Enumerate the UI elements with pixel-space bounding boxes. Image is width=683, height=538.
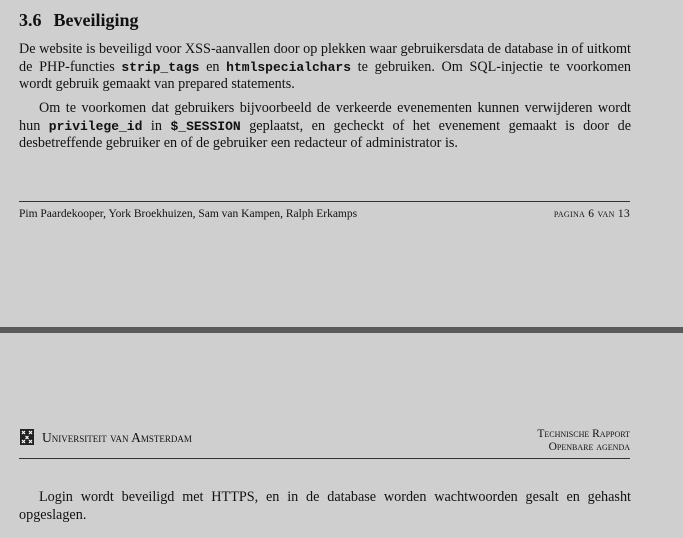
footer-authors: Pim Paardekooper, York Broekhuizen, Sam van Kampen, Ralph Erkamps	[19, 208, 358, 220]
paragraph-text: en	[199, 58, 227, 75]
document-type	[537, 428, 630, 454]
paragraph-privileges	[19, 100, 631, 153]
paragraph-text: in	[142, 117, 171, 134]
code-privilege-id: privilege_id	[48, 118, 143, 134]
document-type-line2: Openbare agenda	[548, 441, 630, 453]
paragraph-text: geplaatst, en gecheckt of het evenement gemaakt is door de desbetreffende gebruiker en of de gebruiker een redacteur of administrator is.	[19, 117, 631, 151]
paragraph-text: Om te voorkomen dat gebruikers bijvoorbeeld de verkeerde evenementen kunnen verwijderen wordt hun	[19, 100, 631, 134]
section-number: 3.6	[19, 10, 42, 30]
paragraph-xss	[19, 41, 631, 94]
paragraph-text: De website is beveiligd voor XSS-aanvallen door op plekken waar gebruikersdata de database in of uitkomt de PHP-functies	[19, 41, 631, 75]
paragraph-text: te gebruiken. Om SQL-injectie te voorkomen wordt gebruik gemaakt van prepared statements.	[19, 58, 631, 92]
section-heading	[19, 10, 139, 30]
code-session: $_SESSION	[170, 118, 241, 134]
university-name: Universiteit van Amsterdam	[42, 430, 192, 445]
code-htmlspecialchars: htmlspecialchars	[226, 59, 351, 75]
page-number: pagina 6 van 13	[553, 208, 630, 220]
footer-divider	[19, 201, 630, 202]
header-divider	[19, 458, 630, 459]
paragraph-login: Login wordt beveiligd met HTTPS, en in de database worden wachtwoorden gesalt en gehasht opgeslagen.	[19, 489, 631, 523]
university-logo-icon	[20, 429, 34, 445]
section-title: Beveiliging	[53, 10, 139, 30]
document-type-line1: Technische Rapport	[537, 428, 630, 440]
code-strip-tags: strip_tags	[121, 59, 200, 75]
